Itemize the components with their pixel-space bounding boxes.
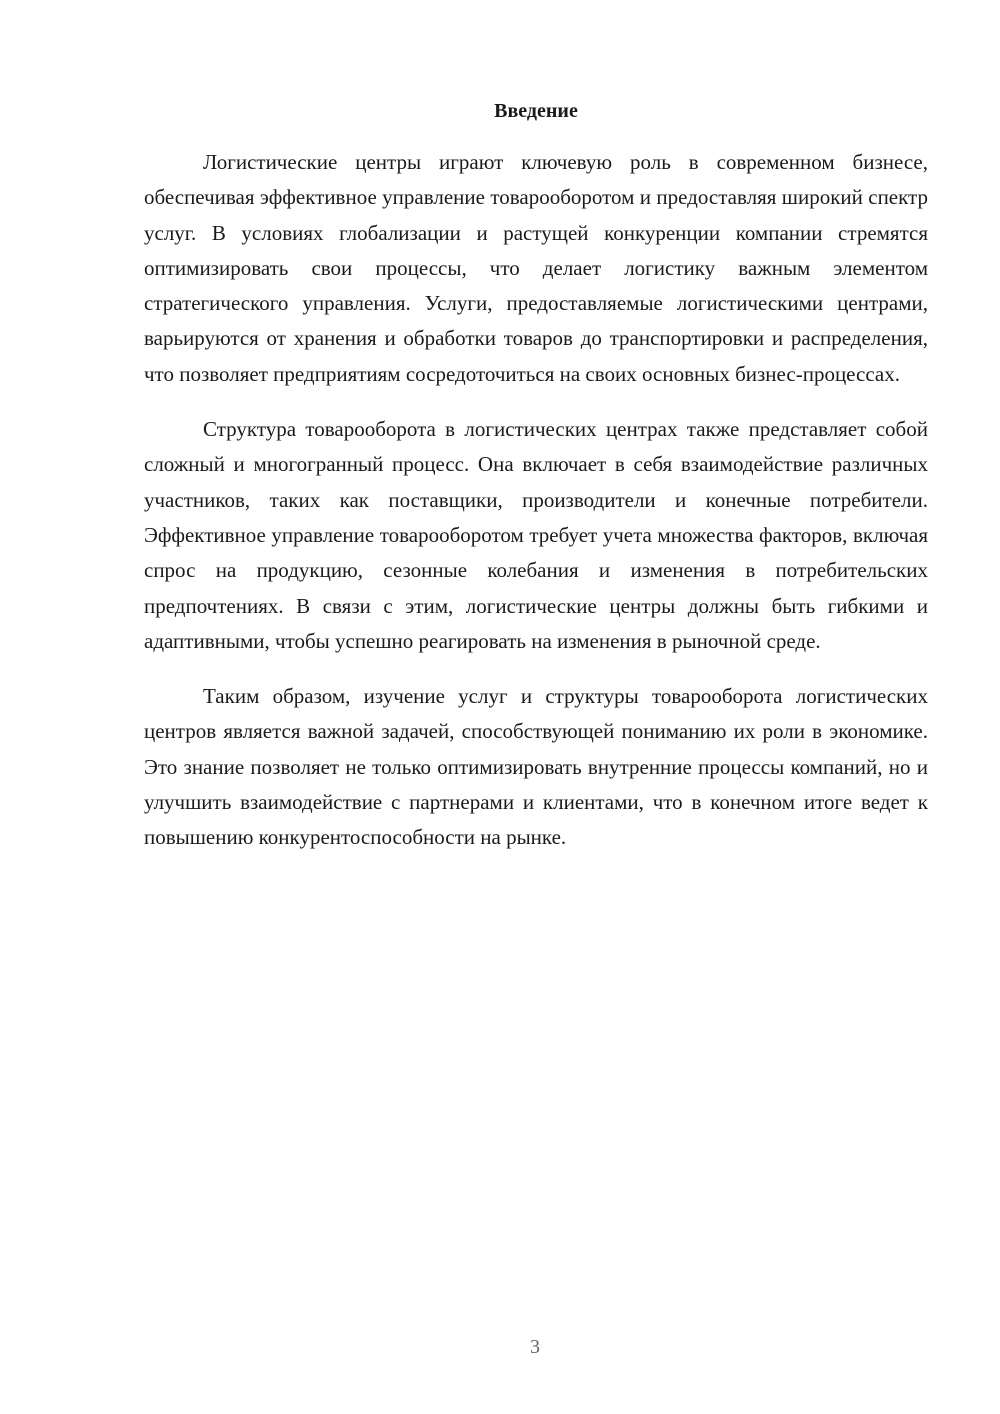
section-title: Введение <box>494 100 578 122</box>
paragraph-1: Логистические центры играют ключевую роль в современном бизнесе, обеспечивая эффективное управление товарооборотом и предоставляя широкий спектр услуг. В условиях глобализации и растущей конкуренции компании стремятся оптимизировать свои процессы, что делает логистику важным элементом стратегического управления. Услуги, предоставляемые логистическими центрами, варьируются от хранения и обработки товаров до транспортировки и распределения, что позволяет предприятиям сосредоточиться на своих основных бизнес-процессах. <box>144 150 928 386</box>
paragraph-2: Структура товарооборота в логистических центрах также представляет собой сложный и многогранный процесс. Она включает в себя взаимодействие различных участников, таких как поставщики, производители и конечные потребители. Эффективное управление товарооборотом требует учета множества факторов, включая спрос на продукцию, сезонные колебания и изменения в потребительских предпочтениях. В связи с этим, логистические центры должны быть гибкими и адаптивными, чтобы успешно реагировать на изменения в рыночной среде. <box>144 417 928 653</box>
page-number: 3 <box>530 1336 540 1358</box>
paragraph-3: Таким образом, изучение услуг и структуры товарооборота логистических центров является важной задачей, способствующей пониманию их роли в экономике. Это знание позволяет не только оптимизировать внутренние процессы компаний, но и улучшить взаимодействие с партнерами и клиентами, что в конечном итоге ведет к повышению конкурентоспособности на рынке. <box>144 684 928 850</box>
page-content <box>144 97 928 876</box>
